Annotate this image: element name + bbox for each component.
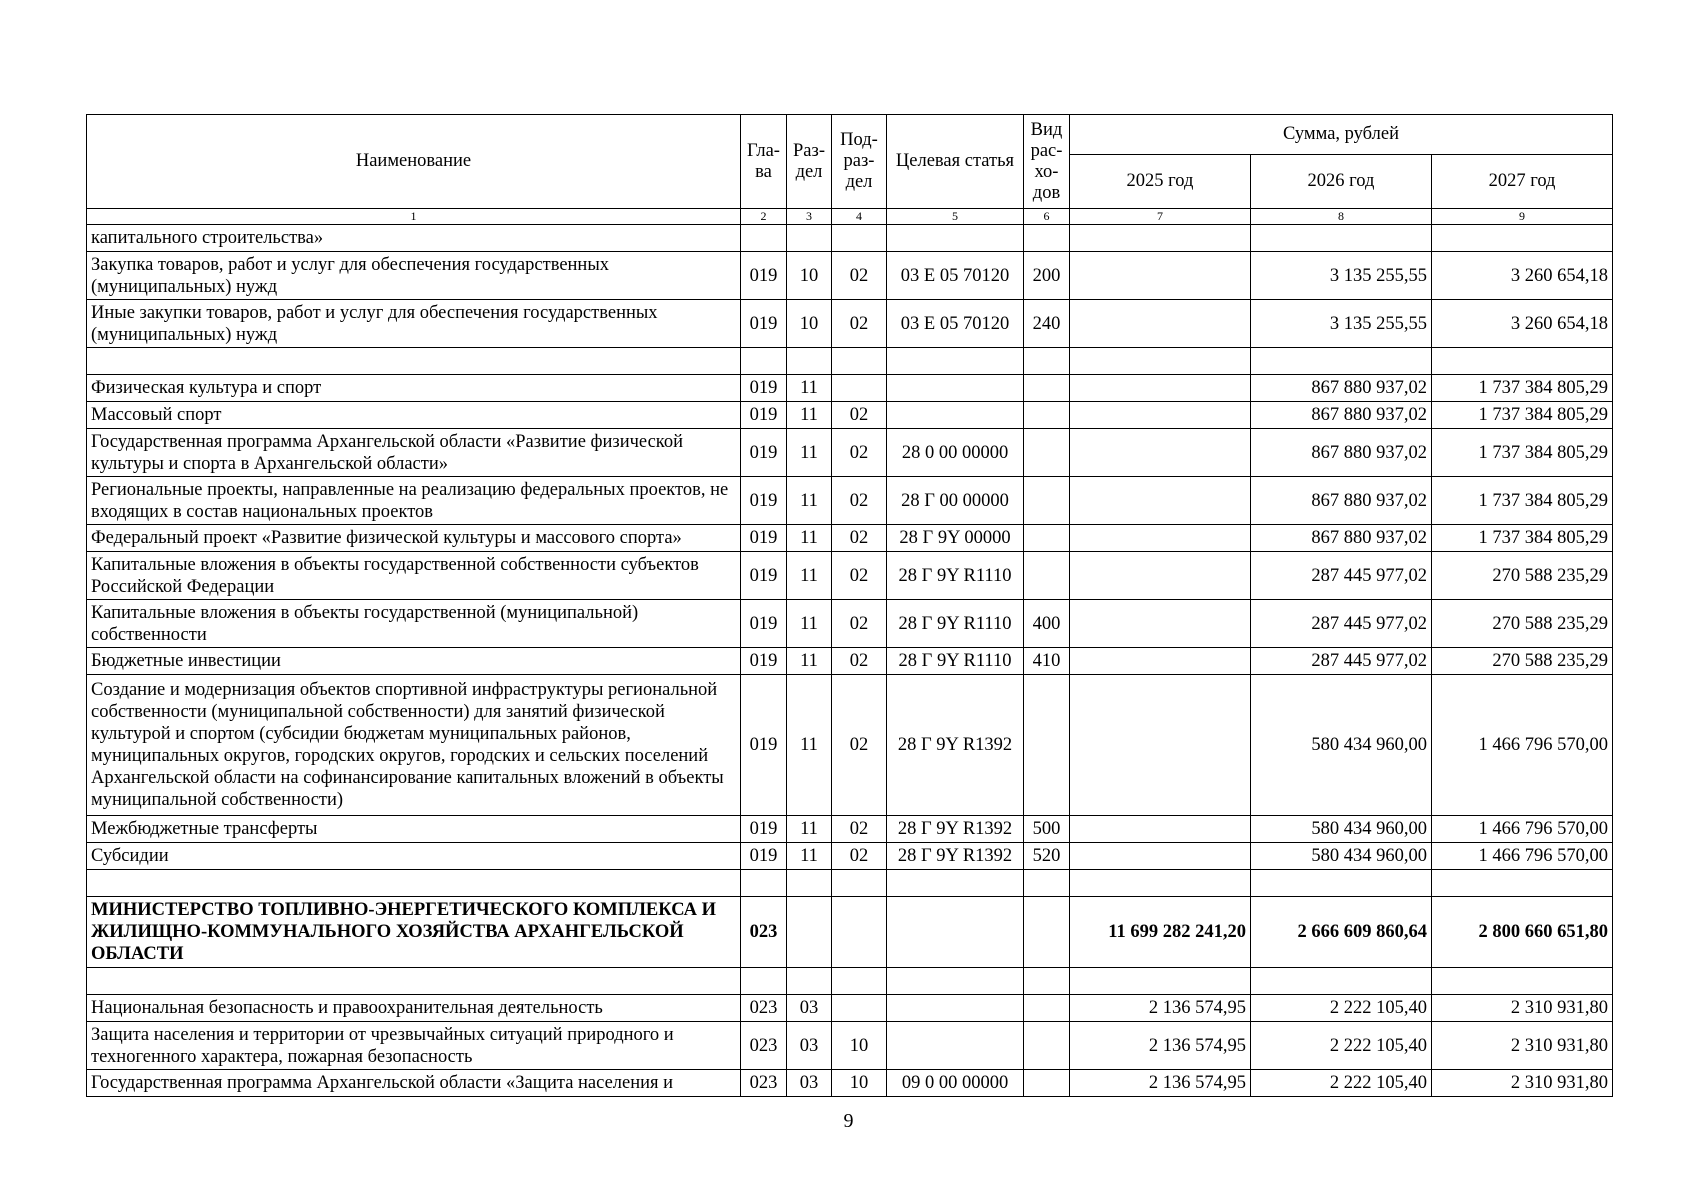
row-sum-2026: 2 666 609 860,64 xyxy=(1251,897,1432,968)
row-sum-2026 xyxy=(1251,225,1432,252)
row-podrazdel: 02 xyxy=(832,843,887,870)
row-glava: 019 xyxy=(741,600,787,648)
row-expense-type xyxy=(1024,1022,1070,1070)
header-year-2025: 2025 год xyxy=(1070,155,1251,209)
row-podrazdel xyxy=(832,897,887,968)
row-sum-2026: 287 445 977,02 xyxy=(1251,552,1432,600)
row-name: Национальная безопасность и правоохранительная деятельность xyxy=(87,995,741,1022)
row-sum-2027: 1 737 384 805,29 xyxy=(1432,525,1613,552)
row-target-article: 09 0 00 00000 xyxy=(887,1070,1024,1097)
row-sum-2025 xyxy=(1070,225,1251,252)
row-sum-2027: 2 310 931,80 xyxy=(1432,1070,1613,1097)
row-razdel: 11 xyxy=(787,552,832,600)
row-glava: 019 xyxy=(741,252,787,300)
row-razdel: 11 xyxy=(787,375,832,402)
row-sum-2025 xyxy=(1070,843,1251,870)
budget-table xyxy=(86,114,1613,1097)
row-podrazdel xyxy=(832,968,887,995)
row-expense-type: 400 xyxy=(1024,600,1070,648)
row-glava xyxy=(741,968,787,995)
row-expense-type xyxy=(1024,675,1070,816)
row-target-article: 03 Е 05 70120 xyxy=(887,300,1024,348)
table-row xyxy=(87,252,1613,300)
column-number: 7 xyxy=(1070,209,1251,225)
row-sum-2025: 2 136 574,95 xyxy=(1070,1022,1251,1070)
row-name xyxy=(87,348,741,375)
row-glava: 019 xyxy=(741,429,787,477)
column-number: 2 xyxy=(741,209,787,225)
row-expense-type: 520 xyxy=(1024,843,1070,870)
row-podrazdel: 10 xyxy=(832,1070,887,1097)
header-razdel: Раз-дел xyxy=(787,115,832,209)
row-glava: 023 xyxy=(741,995,787,1022)
row-expense-type xyxy=(1024,375,1070,402)
row-podrazdel xyxy=(832,375,887,402)
row-target-article: 28 Г 00 00000 xyxy=(887,477,1024,525)
row-name: Создание и модернизация объектов спортивной инфраструктуры региональной собственности (муниципальной собственности) для занятий физической культурой и спортом (субсидии бюджетам муниципальных районов, муниципальных округов, городских округов, городских и сельских поселений Архангельской области на софинансирование капитальных вложений в объекты муниципальной собственности) xyxy=(87,675,741,816)
row-expense-type xyxy=(1024,897,1070,968)
header-year-2027: 2027 год xyxy=(1432,155,1613,209)
row-expense-type: 500 xyxy=(1024,816,1070,843)
row-sum-2025 xyxy=(1070,648,1251,675)
row-sum-2026: 2 222 105,40 xyxy=(1251,1022,1432,1070)
row-razdel: 03 xyxy=(787,1022,832,1070)
row-target-article: 28 0 00 00000 xyxy=(887,429,1024,477)
column-number: 6 xyxy=(1024,209,1070,225)
row-sum-2026 xyxy=(1251,968,1432,995)
table-row xyxy=(87,995,1613,1022)
row-sum-2026: 580 434 960,00 xyxy=(1251,675,1432,816)
table-row xyxy=(87,600,1613,648)
table-row xyxy=(87,968,1613,995)
row-sum-2027: 1 737 384 805,29 xyxy=(1432,477,1613,525)
row-podrazdel xyxy=(832,995,887,1022)
row-razdel: 03 xyxy=(787,995,832,1022)
table-row xyxy=(87,648,1613,675)
row-sum-2026: 3 135 255,55 xyxy=(1251,252,1432,300)
row-sum-2026: 867 880 937,02 xyxy=(1251,402,1432,429)
row-razdel: 11 xyxy=(787,402,832,429)
column-number-row xyxy=(87,209,1613,225)
row-sum-2026: 580 434 960,00 xyxy=(1251,843,1432,870)
table-row xyxy=(87,402,1613,429)
budget-sheet xyxy=(86,114,1612,1097)
column-number: 4 xyxy=(832,209,887,225)
table-row xyxy=(87,843,1613,870)
row-razdel: 11 xyxy=(787,843,832,870)
row-glava: 023 xyxy=(741,1070,787,1097)
row-sum-2027: 1 737 384 805,29 xyxy=(1432,402,1613,429)
row-sum-2026 xyxy=(1251,870,1432,897)
row-podrazdel: 02 xyxy=(832,816,887,843)
row-sum-2027: 1 466 796 570,00 xyxy=(1432,816,1613,843)
row-sum-2026: 287 445 977,02 xyxy=(1251,600,1432,648)
row-target-article: 28 Г 9Y R1392 xyxy=(887,675,1024,816)
row-glava: 019 xyxy=(741,375,787,402)
row-podrazdel xyxy=(832,348,887,375)
row-glava: 019 xyxy=(741,552,787,600)
row-sum-2027 xyxy=(1432,870,1613,897)
row-sum-2025: 2 136 574,95 xyxy=(1070,995,1251,1022)
row-sum-2027: 1 466 796 570,00 xyxy=(1432,675,1613,816)
row-sum-2027: 3 260 654,18 xyxy=(1432,300,1613,348)
row-name: Капитальные вложения в объекты государственной (муниципальной) собственности xyxy=(87,600,741,648)
row-razdel xyxy=(787,968,832,995)
row-sum-2025 xyxy=(1070,300,1251,348)
row-name xyxy=(87,968,741,995)
row-target-article: 28 Г 9Y R1110 xyxy=(887,552,1024,600)
row-razdel: 11 xyxy=(787,600,832,648)
row-sum-2025 xyxy=(1070,525,1251,552)
table-row xyxy=(87,477,1613,525)
row-podrazdel: 02 xyxy=(832,252,887,300)
table-row xyxy=(87,348,1613,375)
table-row xyxy=(87,675,1613,816)
row-podrazdel: 02 xyxy=(832,477,887,525)
row-podrazdel xyxy=(832,870,887,897)
row-sum-2027: 270 588 235,29 xyxy=(1432,600,1613,648)
row-glava: 019 xyxy=(741,525,787,552)
row-podrazdel: 02 xyxy=(832,300,887,348)
row-sum-2027 xyxy=(1432,968,1613,995)
row-expense-type xyxy=(1024,995,1070,1022)
table-row xyxy=(87,375,1613,402)
row-razdel: 10 xyxy=(787,252,832,300)
row-target-article xyxy=(887,995,1024,1022)
row-razdel xyxy=(787,897,832,968)
row-expense-type xyxy=(1024,348,1070,375)
row-razdel: 11 xyxy=(787,648,832,675)
row-sum-2026: 867 880 937,02 xyxy=(1251,477,1432,525)
row-name: Закупка товаров, работ и услуг для обеспечения государственных (муниципальных) нужд xyxy=(87,252,741,300)
row-sum-2026: 287 445 977,02 xyxy=(1251,648,1432,675)
row-sum-2026: 580 434 960,00 xyxy=(1251,816,1432,843)
row-glava: 019 xyxy=(741,477,787,525)
row-podrazdel: 02 xyxy=(832,600,887,648)
page-number: 9 xyxy=(843,1110,854,1132)
row-sum-2025 xyxy=(1070,675,1251,816)
row-sum-2026: 3 135 255,55 xyxy=(1251,300,1432,348)
row-expense-type xyxy=(1024,402,1070,429)
row-podrazdel: 02 xyxy=(832,525,887,552)
row-expense-type xyxy=(1024,870,1070,897)
row-razdel: 10 xyxy=(787,300,832,348)
table-row xyxy=(87,1022,1613,1070)
row-glava xyxy=(741,870,787,897)
row-sum-2026: 867 880 937,02 xyxy=(1251,429,1432,477)
row-razdel xyxy=(787,870,832,897)
row-podrazdel: 02 xyxy=(832,429,887,477)
row-name: Физическая культура и спорт xyxy=(87,375,741,402)
row-sum-2027: 2 310 931,80 xyxy=(1432,1022,1613,1070)
row-expense-type xyxy=(1024,429,1070,477)
row-glava: 023 xyxy=(741,1022,787,1070)
row-sum-2025 xyxy=(1070,816,1251,843)
column-number: 8 xyxy=(1251,209,1432,225)
row-target-article: 03 Е 05 70120 xyxy=(887,252,1024,300)
row-expense-type xyxy=(1024,968,1070,995)
table-row xyxy=(87,897,1613,968)
row-podrazdel: 02 xyxy=(832,675,887,816)
row-expense-type xyxy=(1024,525,1070,552)
row-target-article xyxy=(887,1022,1024,1070)
row-podrazdel: 02 xyxy=(832,552,887,600)
row-name: Массовый спорт xyxy=(87,402,741,429)
row-sum-2025: 11 699 282 241,20 xyxy=(1070,897,1251,968)
row-target-article xyxy=(887,348,1024,375)
row-target-article: 28 Г 9Y 00000 xyxy=(887,525,1024,552)
column-number: 5 xyxy=(887,209,1024,225)
row-sum-2025 xyxy=(1070,477,1251,525)
table-row xyxy=(87,225,1613,252)
row-expense-type: 240 xyxy=(1024,300,1070,348)
row-sum-2027: 2 800 660 651,80 xyxy=(1432,897,1613,968)
row-sum-2025 xyxy=(1070,348,1251,375)
row-sum-2025 xyxy=(1070,552,1251,600)
row-sum-2027 xyxy=(1432,225,1613,252)
row-name: Иные закупки товаров, работ и услуг для обеспечения государственных (муниципальных) нужд xyxy=(87,300,741,348)
row-sum-2025 xyxy=(1070,252,1251,300)
row-target-article xyxy=(887,870,1024,897)
row-target-article: 28 Г 9Y R1110 xyxy=(887,648,1024,675)
row-sum-2027: 270 588 235,29 xyxy=(1432,552,1613,600)
header-name: Наименование xyxy=(87,115,741,209)
row-sum-2025 xyxy=(1070,870,1251,897)
budget-body xyxy=(87,225,1613,1097)
row-sum-2027: 1 737 384 805,29 xyxy=(1432,375,1613,402)
row-target-article xyxy=(887,402,1024,429)
row-name: Бюджетные инвестиции xyxy=(87,648,741,675)
column-number: 3 xyxy=(787,209,832,225)
row-podrazdel: 02 xyxy=(832,402,887,429)
row-sum-2026 xyxy=(1251,348,1432,375)
row-glava xyxy=(741,225,787,252)
row-podrazdel xyxy=(832,225,887,252)
row-target-article: 28 Г 9Y R1392 xyxy=(887,816,1024,843)
row-expense-type: 410 xyxy=(1024,648,1070,675)
header-target-article: Целевая статья xyxy=(887,115,1024,209)
row-podrazdel: 10 xyxy=(832,1022,887,1070)
row-sum-2026: 2 222 105,40 xyxy=(1251,995,1432,1022)
row-podrazdel: 02 xyxy=(832,648,887,675)
row-sum-2026: 867 880 937,02 xyxy=(1251,525,1432,552)
row-expense-type: 200 xyxy=(1024,252,1070,300)
header-glava: Гла-ва xyxy=(741,115,787,209)
row-sum-2027 xyxy=(1432,348,1613,375)
row-sum-2025 xyxy=(1070,600,1251,648)
row-target-article xyxy=(887,375,1024,402)
row-sum-2027: 2 310 931,80 xyxy=(1432,995,1613,1022)
row-expense-type xyxy=(1024,552,1070,600)
row-sum-2027: 3 260 654,18 xyxy=(1432,252,1613,300)
row-glava: 019 xyxy=(741,816,787,843)
row-target-article: 28 Г 9Y R1110 xyxy=(887,600,1024,648)
table-row xyxy=(87,300,1613,348)
row-sum-2025: 2 136 574,95 xyxy=(1070,1070,1251,1097)
row-name: МИНИСТЕРСТВО ТОПЛИВНО-ЭНЕРГЕТИЧЕСКОГО КОМПЛЕКСА И ЖИЛИЩНО-КОММУНАЛЬНОГО ХОЗЯЙСТВА АРХАНГЕЛЬСКОЙ ОБЛАСТИ xyxy=(87,897,741,968)
row-name: Региональные проекты, направленные на реализацию федеральных проектов, не входящих в состав национальных проектов xyxy=(87,477,741,525)
row-name: Государственная программа Архангельской области «Развитие физической культуры и спорта в Архангельской области» xyxy=(87,429,741,477)
row-target-article: 28 Г 9Y R1392 xyxy=(887,843,1024,870)
row-glava: 019 xyxy=(741,843,787,870)
table-row xyxy=(87,552,1613,600)
row-glava: 019 xyxy=(741,300,787,348)
row-glava xyxy=(741,348,787,375)
row-sum-2025 xyxy=(1070,429,1251,477)
row-name: Государственная программа Архангельской области «Защита населения и xyxy=(87,1070,741,1097)
row-razdel: 11 xyxy=(787,429,832,477)
row-razdel: 03 xyxy=(787,1070,832,1097)
header-expense-type: Вид рас-хо-дов xyxy=(1024,115,1070,209)
row-sum-2027: 1 466 796 570,00 xyxy=(1432,843,1613,870)
row-razdel: 11 xyxy=(787,675,832,816)
table-row xyxy=(87,870,1613,897)
row-expense-type xyxy=(1024,1070,1070,1097)
table-row xyxy=(87,429,1613,477)
row-sum-2025 xyxy=(1070,402,1251,429)
row-glava: 019 xyxy=(741,648,787,675)
row-name: Капитальные вложения в объекты государственной собственности субъектов Российской Федерации xyxy=(87,552,741,600)
row-name xyxy=(87,870,741,897)
row-name: Межбюджетные трансферты xyxy=(87,816,741,843)
row-sum-2026: 2 222 105,40 xyxy=(1251,1070,1432,1097)
row-glava: 023 xyxy=(741,897,787,968)
row-sum-2027: 270 588 235,29 xyxy=(1432,648,1613,675)
row-sum-2027: 1 737 384 805,29 xyxy=(1432,429,1613,477)
column-number: 1 xyxy=(87,209,741,225)
row-glava: 019 xyxy=(741,675,787,816)
row-sum-2026: 867 880 937,02 xyxy=(1251,375,1432,402)
row-razdel: 11 xyxy=(787,477,832,525)
table-row xyxy=(87,816,1613,843)
row-razdel: 11 xyxy=(787,816,832,843)
row-razdel: 11 xyxy=(787,525,832,552)
row-sum-2025 xyxy=(1070,968,1251,995)
row-razdel xyxy=(787,225,832,252)
row-name: Защита населения и территории от чрезвычайных ситуаций природного и техногенного характера, пожарная безопасность xyxy=(87,1022,741,1070)
table-row xyxy=(87,525,1613,552)
row-target-article xyxy=(887,897,1024,968)
table-row xyxy=(87,1070,1613,1097)
header-year-2026: 2026 год xyxy=(1251,155,1432,209)
header-sum: Сумма, рублей xyxy=(1070,115,1613,155)
column-number: 9 xyxy=(1432,209,1613,225)
row-target-article xyxy=(887,968,1024,995)
row-glava: 019 xyxy=(741,402,787,429)
row-target-article xyxy=(887,225,1024,252)
row-name: Федеральный проект «Развитие физической культуры и массового спорта» xyxy=(87,525,741,552)
row-expense-type xyxy=(1024,477,1070,525)
row-expense-type xyxy=(1024,225,1070,252)
row-name: Субсидии xyxy=(87,843,741,870)
row-razdel xyxy=(787,348,832,375)
header-podrazdel: Под-раз-дел xyxy=(832,115,887,209)
row-sum-2025 xyxy=(1070,375,1251,402)
row-name: капитального строительства» xyxy=(87,225,741,252)
